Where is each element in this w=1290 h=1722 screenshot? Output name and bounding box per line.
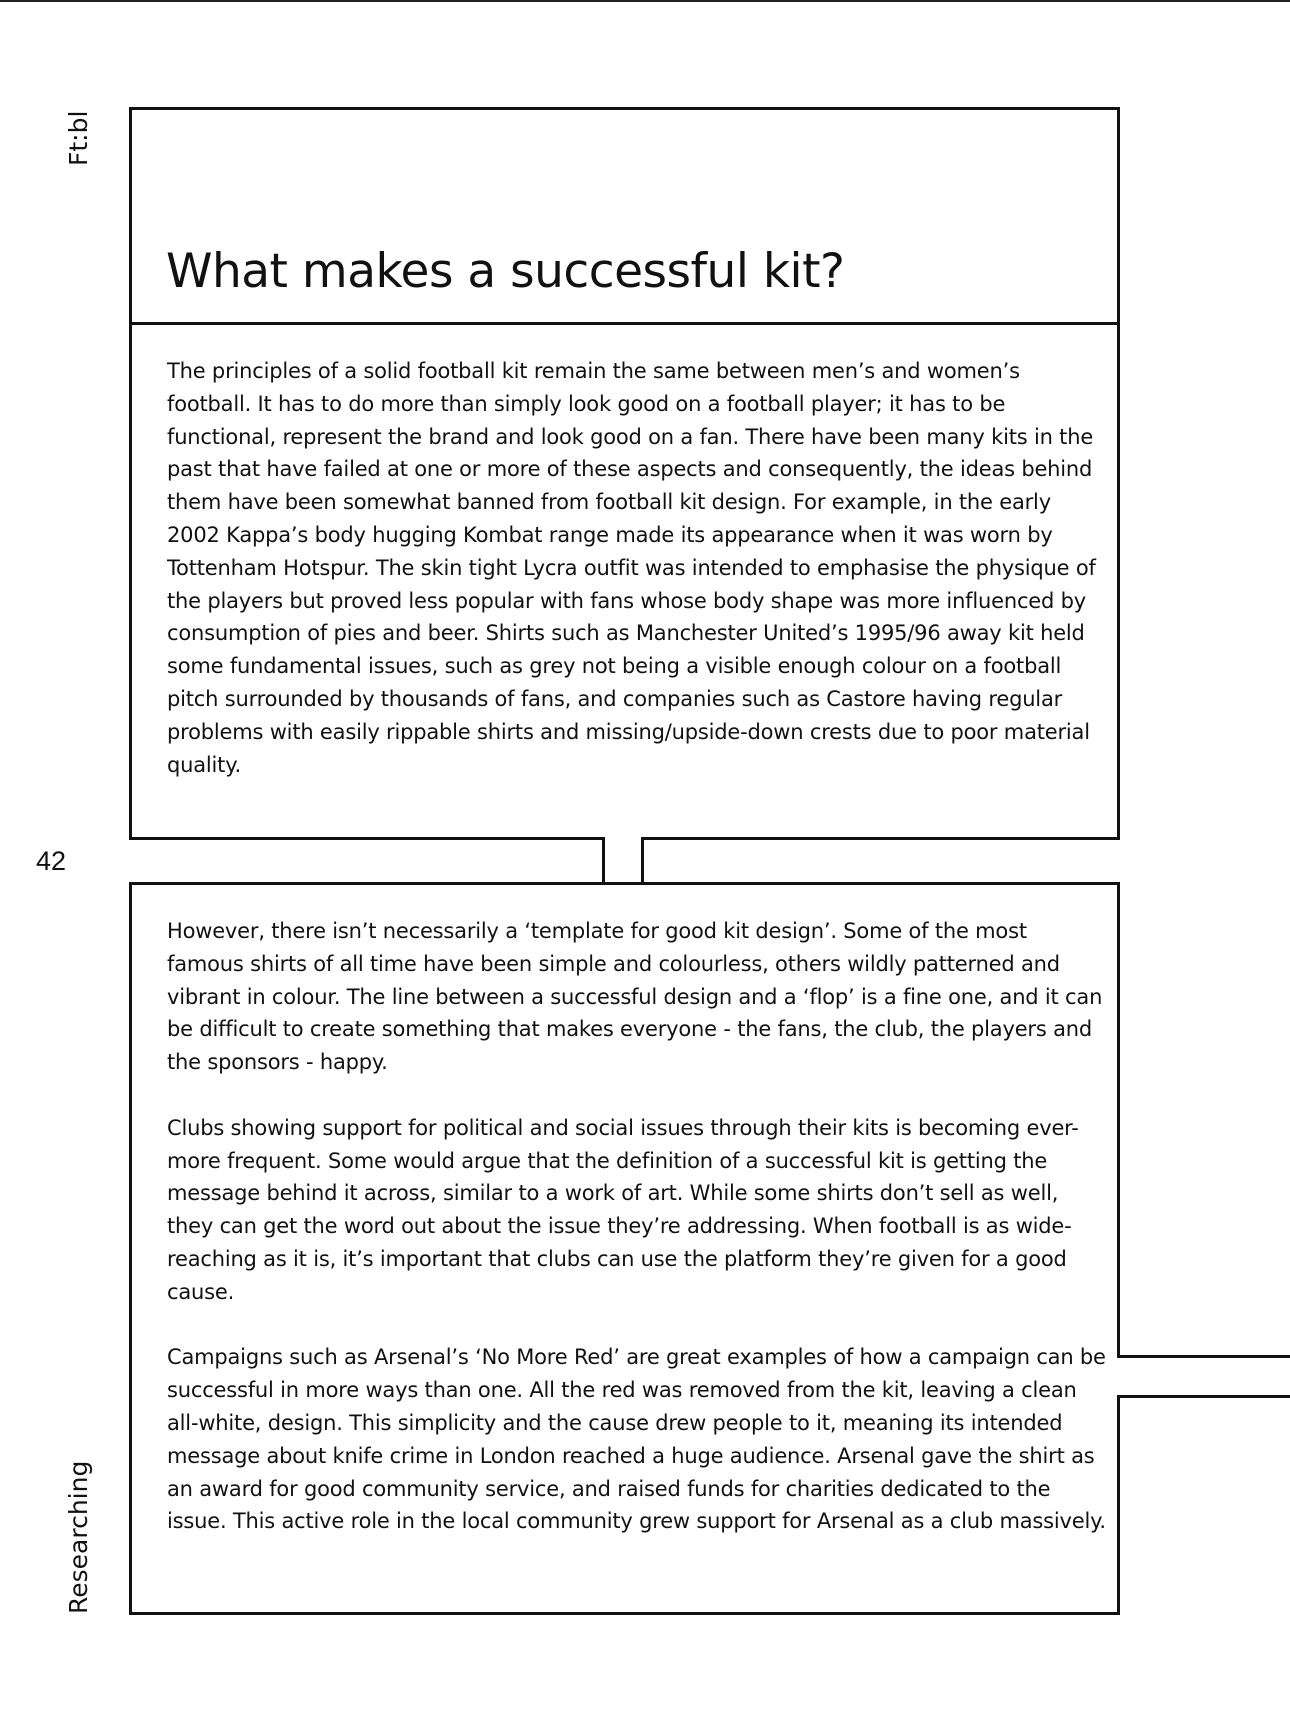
connector-line [605,837,641,840]
paragraph: Campaigns such as Arsenal’s ‘No More Red’ are great examples of how a campaign can be successful in more ways than one. All the red was removed from the kit, leaving a clean all-white, design. This simplicity and the cause drew people to it, meaning its intended message about knife crime in London reached a huge audience. Arsenal gave the shirt as an award for good community service, and raised funds for charities dedicated to the issue. This active role in the local community grew support for Arsenal as a club massively. [167,1345,1106,1534]
text-box-main [129,882,1120,1615]
paragraph: The principles of a solid football kit remain the same between men’s and women’s football. It has to do more than simply look good on a football player; it has to be functional, represent the brand and look good on a fan. There have been many kits in the past that have failed at one or more of these aspects and consequently, the ideas behind them have been somewhat banned from football kit design. For example, in the early 2002 Kappa’s body hugging Kombat range made its appearance when it was worn by Tottenham Hotspur. The skin tight Lycra outfit was intended to emphasise the physique of the players but proved less popular with fans whose body shape was more influenced by consumption of pies and beer. Shirts such as Manchester United’s 1995/96 away kit held some fundamental issues, such as grey not being a visible enough colour on a football pitch surrounded by thousands of fans, and companies such as Castore having regular problems with easily rippable shirts and missing/upside-down crests due to poor material quality. [167,359,1096,777]
edge-line [1117,1395,1290,1398]
connector-line [602,837,605,885]
paragraph: Clubs showing support for political and social issues through their kits is becoming ever-more frequent. Some would argue that the definition of a successful kit is getting the message behind it across, similar to a work of art. While some shirts don’t sell as well, they can get the word out about the issue they’re addressing. When football is as wide-reaching as it is, it’s important that clubs can use the platform they’re given for a good cause. [167,1115,1079,1304]
top-rule [0,0,1290,2]
edge-gap [1117,1358,1120,1395]
page-title: What makes a successful kit? [166,244,845,299]
text-box-intro [129,322,1120,840]
text-block-main [167,915,1107,1538]
section-label: Researching [64,1460,93,1614]
page-number: 42 [36,846,67,876]
connector-line [641,837,644,885]
edge-line [1117,1355,1290,1358]
title-box [129,107,1120,325]
brand-label: Ft:bl [64,110,93,166]
paragraph: However, there isn’t necessarily a ‘template for good kit design’. Some of the most famous shirts of all time have been simple and colourless, others wildly patterned and vibrant in colour. The line between a successful design and a ‘flop’ is a fine one, and it can be difficult to create something that makes everyone - the fans, the club, the players and the sponsors - happy. [167,919,1103,1075]
text-block-intro [167,355,1107,781]
